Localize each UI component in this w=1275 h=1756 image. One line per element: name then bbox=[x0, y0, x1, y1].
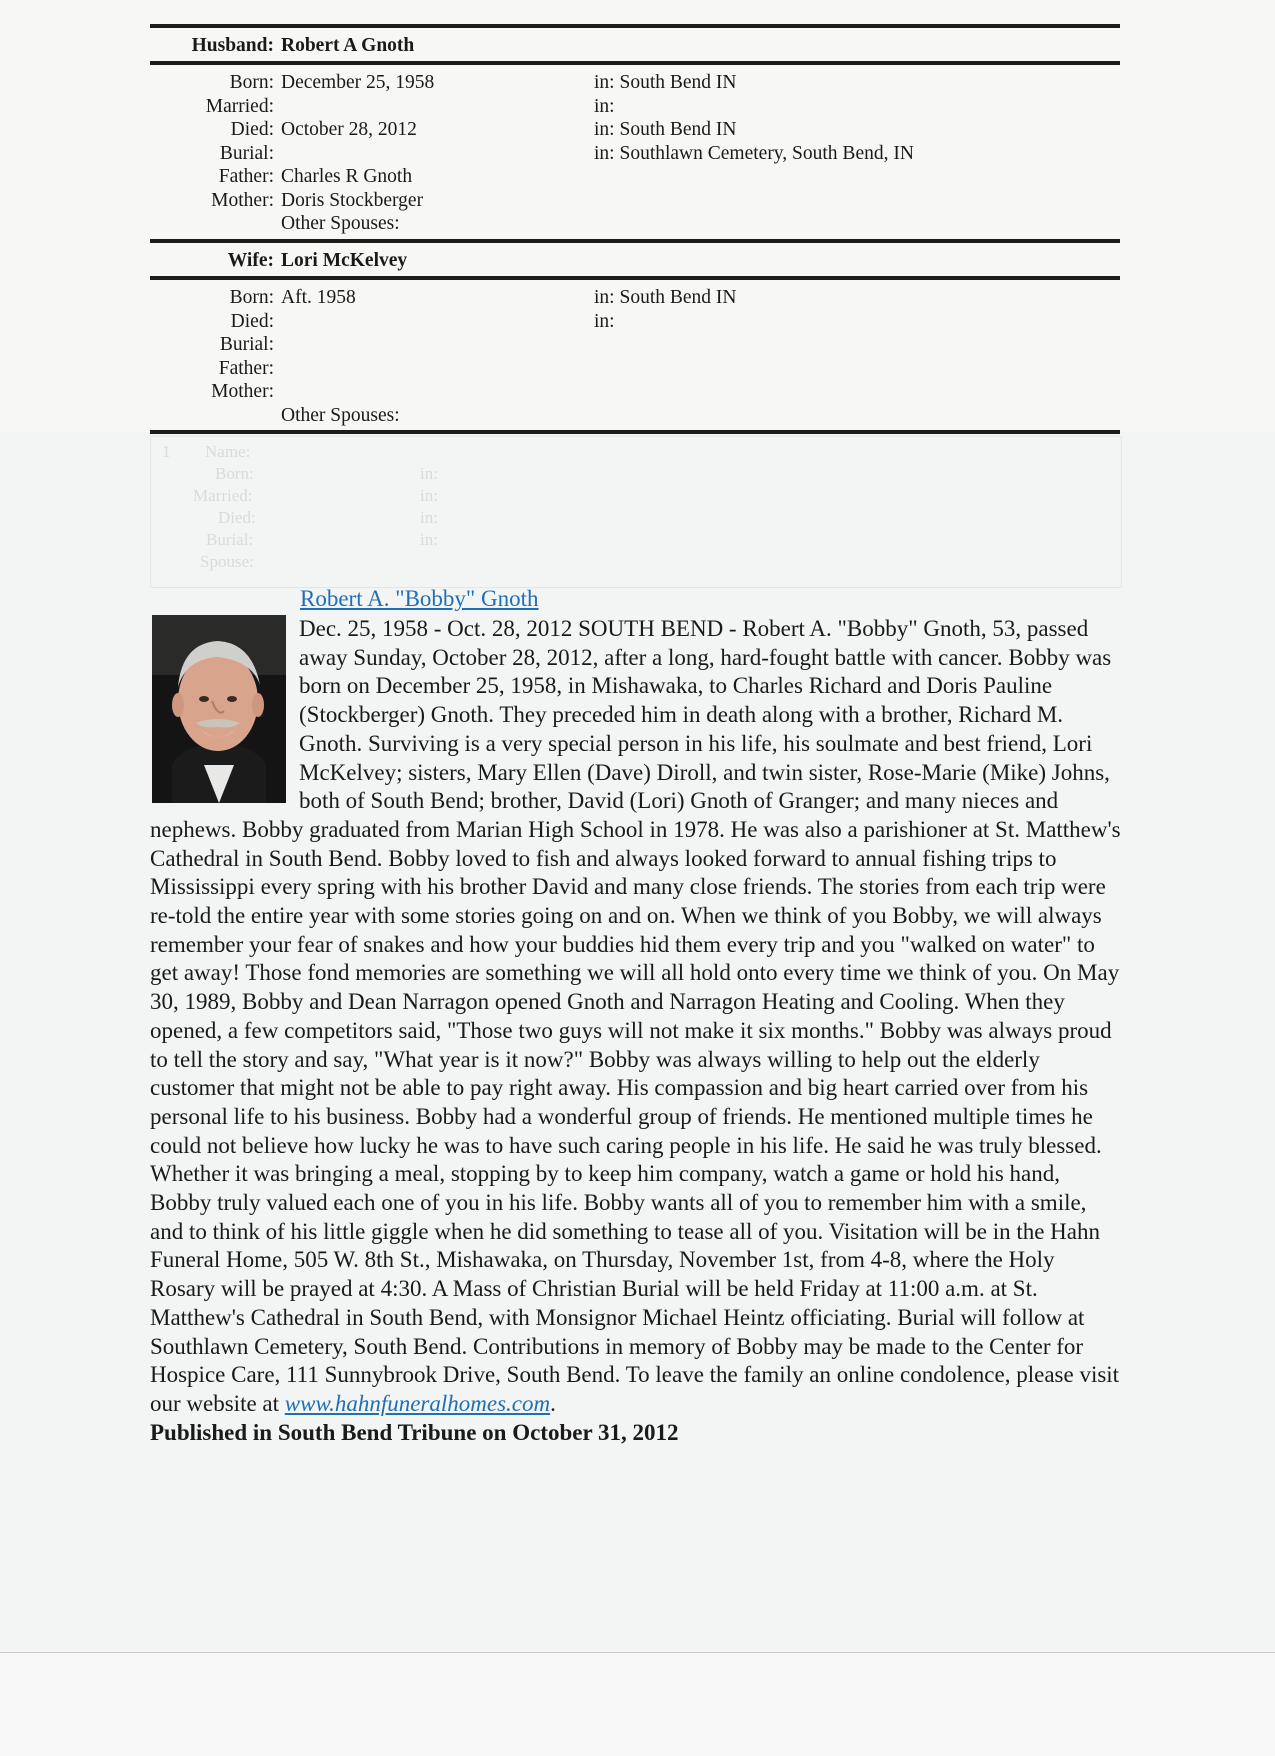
in-label: in: bbox=[594, 287, 615, 308]
field-label: Mother: bbox=[211, 189, 274, 211]
place-value: Southlawn Cemetery, South Bend, IN bbox=[619, 142, 914, 164]
field-place bbox=[594, 286, 736, 310]
field-place bbox=[594, 95, 615, 119]
wife-name: Lori McKelvey bbox=[281, 250, 408, 271]
ghost-label: Spouse: bbox=[200, 552, 254, 571]
place-value: South Bend IN bbox=[619, 119, 737, 140]
field-label: Father: bbox=[218, 166, 274, 187]
rule bbox=[150, 276, 1120, 280]
other-spouses-label: Other Spouses: bbox=[281, 213, 400, 234]
field-value: Aft. 1958 bbox=[281, 287, 356, 308]
field-label: Born: bbox=[229, 287, 274, 308]
obituary-text: Dec. 25, 1958 - Oct. 28, 2012 SOUTH BEND - Robert A. "Bobby" Gnoth, 53, passed away Sunday, October 28, 2012, after a long, hard-fought battle with cancer. Bobby was born on December 25, 1958, in Mishawaka, to Charles Richard and Doris Pauline (Stockberger) Gnoth. They preceded him in death along with a brother, Richard M. Gnoth. Surviving is a very special person in his life, his soulmate and best friend, Lori McKelvey; sisters, Mary Ellen (Dave) Diroll, and twin sister, Rose-Marie (Mike) Johns, both of South Bend; brother, David (Lori) Gnoth of Granger; and many nieces and nephews. Bobby graduated from Marian High School in 1978. He was also a parishioner at St. Matthew's Cathedral in South Bend. Bobby loved to fish and always looked forward to annual fishing trips to Mississippi every spring with his brother David and many close friends. The stories from each trip were re-told the entire year with some stories going on and on. When we think of you Bobby, we will always remember your fear of snakes and how your buddies hid them every trip and you "walked on water" to get away! Those fond memories are something we will all hold onto every time we think of you. On May 30, 1989, Bobby and Dean Narragon opened Gnoth and Narragon Heating and Cooling. When they opened, a few competitors said, "Those two guys will not make it six months." Bobby was always proud to tell the story and say, "What year is it now?" Bobby was always willing to help out the elderly customer that might not be able to pay right away. His compassion and big heart carried over from his personal life to his business. Bobby had a wonderful group of friends. He mentioned multiple times he could not believe how lucky he was to have such caring people in his life. He said he was truly blessed. Whether it was bringing a meal, stopping by to keep him company, watch a game or hold his hand, Bobby truly valued each one of you in his life. Bobby wants all of you to remember him with a smile, and to think of his little giggle when he did something to tease all of you. Visitation will be in the Hahn Funeral Home, 505 W. 8th St., Mishawaka, on Thursday, November 1st, from 4-8, where the Holy Rosary will be prayed at 4:30. A Mass of Christian Burial will be held Friday at 11:00 a.m. at St. Matthew's Cathedral in South Bend, with Monsignor Michael Heintz officiating. Burial will follow at Southlawn Cemetery, South Bend. Contributions in memory of Bobby may be made to the Center for Hospice Care, 111 Sunnybrook Drive, South Bend. To leave the family an online condolence, please visit our website at bbox=[150, 616, 1121, 1416]
place-value: South Bend IN bbox=[619, 72, 737, 93]
ghost-label: Died: bbox=[218, 508, 256, 527]
rule bbox=[150, 24, 1120, 28]
ghost-row-number: 1 bbox=[162, 442, 171, 461]
rule bbox=[150, 61, 1120, 65]
obituary-title-link[interactable]: Robert A. "Bobby" Gnoth bbox=[300, 586, 539, 611]
field-place bbox=[594, 71, 736, 95]
husband-label: Husband: bbox=[191, 35, 274, 56]
field-label: Burial: bbox=[219, 334, 274, 355]
trailing-period: . bbox=[550, 1390, 556, 1416]
field-place bbox=[594, 310, 615, 334]
field-label: Father: bbox=[218, 357, 274, 379]
field-label: Born: bbox=[229, 72, 274, 93]
photo-spacer bbox=[150, 615, 299, 803]
field-label: Died: bbox=[230, 119, 274, 140]
in-label: in: bbox=[594, 72, 615, 93]
ghost-label: Born: bbox=[215, 464, 254, 483]
ghost-in: in: bbox=[420, 464, 438, 483]
funeral-home-website-link[interactable]: www.hahnfuneralhomes.com bbox=[284, 1390, 551, 1416]
other-spouses-label: Other Spouses: bbox=[281, 404, 400, 426]
field-value: Doris Stockberger bbox=[281, 189, 424, 211]
in-label: in: bbox=[594, 119, 615, 140]
in-label: in: bbox=[594, 310, 615, 332]
obituary-body bbox=[150, 615, 1124, 1447]
in-label: in: bbox=[594, 142, 615, 164]
field-label: Mother: bbox=[211, 381, 274, 402]
publication-credit: Published in South Bend Tribune on October 31, 2012 bbox=[150, 1419, 679, 1445]
field-place bbox=[594, 118, 736, 142]
field-label: Burial: bbox=[219, 142, 274, 164]
ghost-label: Name: bbox=[205, 442, 251, 461]
ghost-in: in: bbox=[420, 486, 438, 505]
field-value: December 25, 1958 bbox=[281, 72, 435, 93]
ghost-in: in: bbox=[420, 508, 438, 527]
in-label: in: bbox=[594, 95, 615, 117]
field-value: Charles R Gnoth bbox=[281, 166, 413, 187]
ghost-in: in: bbox=[420, 530, 438, 549]
rule bbox=[150, 430, 1120, 434]
field-place bbox=[594, 142, 914, 166]
field-label: Married: bbox=[205, 95, 274, 117]
ghost-label: Burial: bbox=[206, 530, 254, 549]
wife-label: Wife: bbox=[227, 250, 274, 271]
ghost-label: Married: bbox=[193, 486, 253, 505]
page-bottom-edge bbox=[0, 1652, 1275, 1756]
rule bbox=[150, 239, 1120, 243]
husband-name: Robert A Gnoth bbox=[281, 35, 415, 56]
field-value: October 28, 2012 bbox=[281, 119, 417, 140]
place-value: South Bend IN bbox=[619, 287, 737, 308]
field-label: Died: bbox=[230, 310, 274, 332]
